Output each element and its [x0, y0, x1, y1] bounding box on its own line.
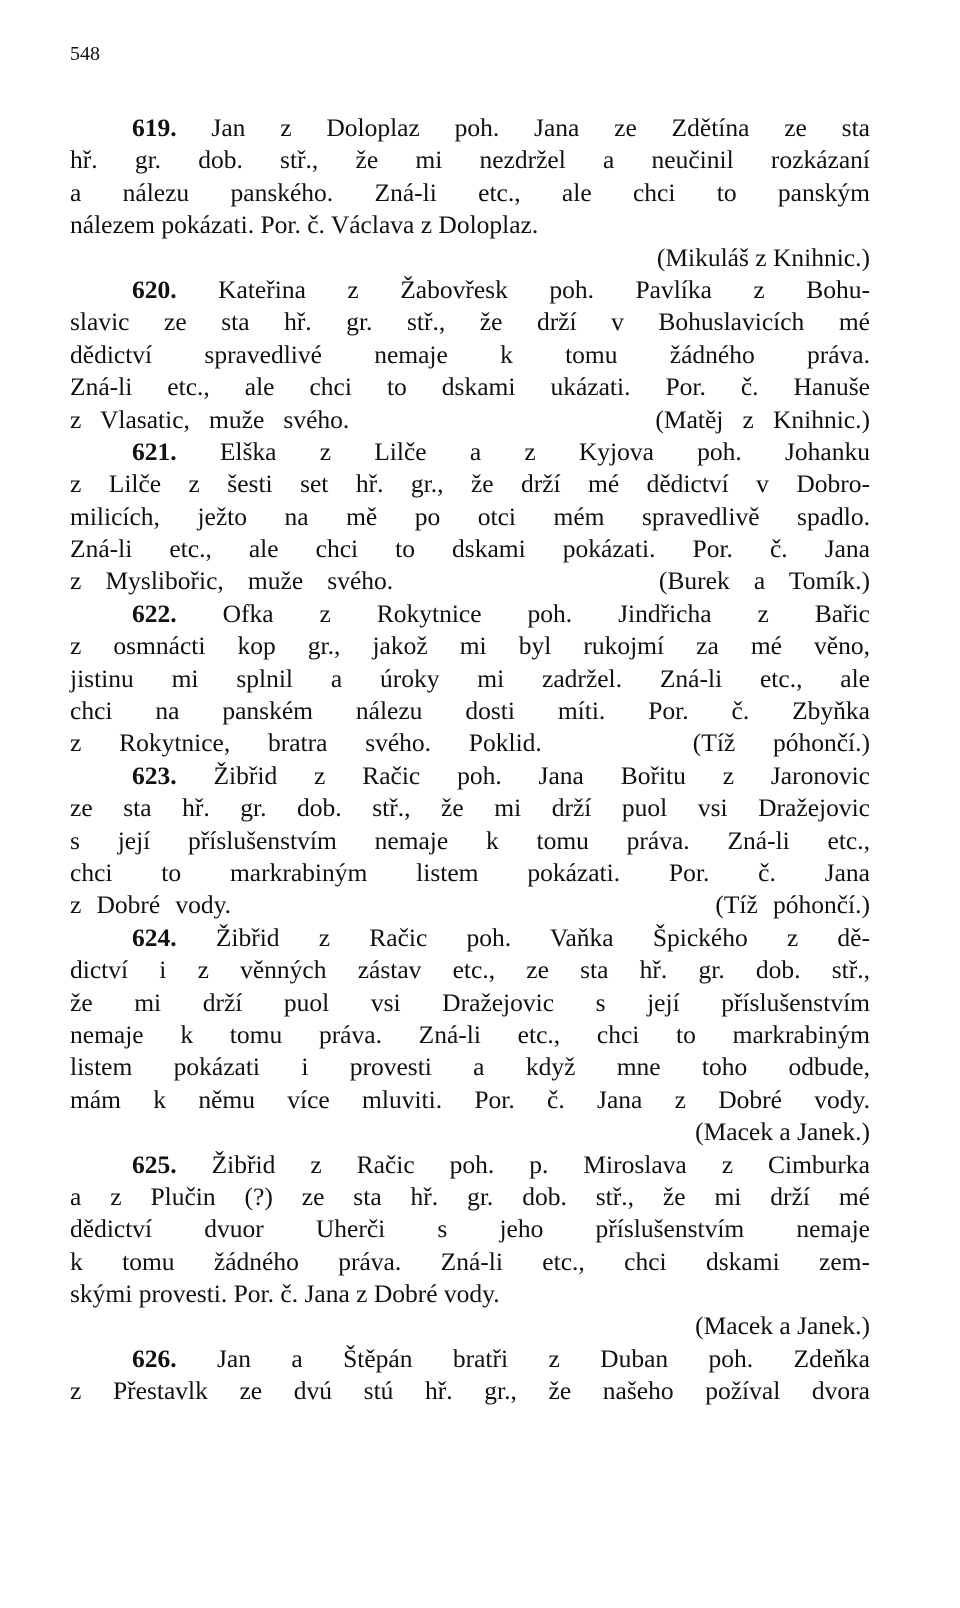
text-line — [70, 371, 870, 403]
line-text: listem pokázati i provesti a když mne toho odbude, — [70, 1052, 870, 1082]
entry-first-line — [70, 1343, 870, 1375]
line-text: z Přestavlk ze dvú stú hř. gr., že našeho požíval dvora — [70, 1376, 870, 1406]
entry-number: 624. — [132, 922, 177, 952]
line-text: Jan z Doloplaz poh. Jana ze Zdětína ze sta — [176, 113, 870, 142]
entry-first-line — [70, 922, 870, 954]
line-text: nálezem pokázati. Por. č. Václava z Doloplaz. — [70, 210, 539, 240]
text-line — [70, 889, 870, 921]
text-line — [70, 727, 870, 759]
line-text: že mi drží puol vsi Dražejovic s její příslušenstvím — [70, 987, 870, 1017]
text-line — [70, 1181, 870, 1213]
line-text: Kateřina z Žabovřesk poh. Pavlíka z Bohu- — [176, 274, 870, 304]
line-text: dictví i z věnných zástav etc., ze sta hř. gr. dob. stř., — [70, 955, 870, 985]
line-text: milicích, ježto na mě po otci mém spravedlivě spadlo. — [70, 501, 870, 531]
entry-number: 625. — [132, 1149, 177, 1179]
line-text: z Dobré vody. (Tíž póhončí.) — [70, 890, 870, 920]
text-line — [70, 1246, 870, 1278]
line-text: (Macek a Janek.) — [695, 1311, 870, 1341]
line-text: s její příslušenstvím nemaje k tomu práva. Zná-li etc., — [70, 825, 870, 855]
line-text: (Macek a Janek.) — [695, 1117, 870, 1147]
text-line — [70, 177, 870, 209]
line-text: dědictví spravedlivé nemaje k tomu žádného práva. — [70, 339, 870, 369]
line-text: jistinu mi splnil a úroky mi zadržel. Zná-li etc., ale — [70, 663, 870, 693]
text-line — [70, 501, 870, 533]
text-line — [70, 954, 870, 986]
line-text: Elška z Lilče a z Kyjova poh. Johanku — [176, 436, 870, 466]
line-text: chci na panském nálezu dosti míti. Por. č. Zbyňka — [70, 696, 870, 726]
text-line — [70, 695, 870, 727]
line-text: Jan a Štěpán bratři z Duban poh. Zdeňka — [176, 1343, 870, 1373]
entry-first-line — [70, 112, 870, 144]
line-text: ze sta hř. gr. dob. stř., že mi drží puol vsi Dražejovic — [70, 793, 870, 823]
line-text: a nálezu panského. Zná-li etc., ale chci to panským — [70, 177, 870, 207]
entry-first-line — [70, 598, 870, 630]
text-line — [70, 339, 870, 371]
text-line — [70, 1278, 870, 1310]
text-line — [70, 565, 870, 597]
line-text: z Rokytnice, bratra svého. Poklid. (Tíž póhončí.) — [70, 728, 870, 758]
text-line — [70, 209, 870, 241]
line-text: Ofka z Rokytnice poh. Jindřicha z Bařic — [176, 598, 870, 628]
line-text: z Vlasatic, muže svého. (Matěj z Knihnic.) — [70, 404, 870, 434]
line-text: a z Plučin (?) ze sta hř. gr. dob. stř., že mi drží mé — [70, 1181, 870, 1211]
entry-number: 621. — [132, 436, 177, 466]
entry-number: 623. — [132, 760, 177, 790]
text-line — [70, 533, 870, 565]
line-text: nemaje k tomu práva. Zná-li etc., chci to markrabiným — [70, 1019, 870, 1049]
line-text: Žibřid z Račic poh. p. Miroslava z Cimburka — [176, 1149, 870, 1179]
text-line — [70, 144, 870, 176]
line-text: Zná-li etc., ale chci to dskami ukázati. Por. č. Hanuše — [70, 372, 870, 402]
text-line — [70, 306, 870, 338]
line-text: Zná-li etc., ale chci to dskami pokázati. Por. č. Jana — [70, 534, 870, 564]
text-line — [70, 987, 870, 1019]
text-line — [70, 242, 870, 274]
line-text: skými provesti. Por. č. Jana z Dobré vody. — [70, 1279, 500, 1309]
text-body — [70, 112, 870, 1408]
text-line — [70, 663, 870, 695]
line-text: hř. gr. dob. stř., že mi nezdržel a neučinil rozkázaní — [70, 145, 870, 175]
text-line — [70, 792, 870, 824]
line-text: Žibřid z Račic poh. Vaňka Špického z dě- — [176, 922, 870, 952]
text-line — [70, 857, 870, 889]
text-line — [70, 1116, 870, 1148]
entry-number: 622. — [132, 598, 177, 628]
line-text: Žibřid z Račic poh. Jana Bořitu z Jaronovic — [176, 760, 870, 790]
text-line — [70, 630, 870, 662]
entry-first-line — [70, 274, 870, 306]
text-line — [70, 1019, 870, 1051]
line-text: z Myslibořic, muže svého. (Burek a Tomík.) — [70, 566, 870, 596]
page-number: 548 — [70, 43, 100, 65]
line-text: dědictví dvuor Uherči s jeho příslušenstvím nemaje — [70, 1214, 870, 1244]
entry-first-line — [70, 436, 870, 468]
text-line — [70, 825, 870, 857]
entry-first-line — [70, 1149, 870, 1181]
text-line — [70, 1213, 870, 1245]
entry-number: 619. — [132, 113, 177, 142]
text-line — [70, 468, 870, 500]
entry-number: 626. — [132, 1343, 177, 1373]
text-line — [70, 1051, 870, 1083]
line-text: slavic ze sta hř. gr. stř., že drží v Bohuslavicích mé — [70, 307, 870, 337]
line-text: z osmnácti kop gr., jakož mi byl rukojmí za mé věno, — [70, 631, 870, 661]
line-text: mám k němu více mluviti. Por. č. Jana z Dobré vody. — [70, 1084, 870, 1114]
entry-number: 620. — [132, 274, 177, 304]
entry-first-line — [70, 760, 870, 792]
text-line — [70, 1310, 870, 1342]
line-text: k tomu žádného práva. Zná-li etc., chci dskami zem- — [70, 1246, 870, 1276]
text-line — [70, 1084, 870, 1116]
line-text: chci to markrabiným listem pokázati. Por. č. Jana — [70, 857, 870, 887]
text-line — [70, 1375, 870, 1407]
text-line — [70, 404, 870, 436]
line-text: z Lilče z šesti set hř. gr., že drží mé dědictví v Dobro- — [70, 469, 870, 499]
line-text: (Mikuláš z Knihnic.) — [656, 242, 870, 272]
